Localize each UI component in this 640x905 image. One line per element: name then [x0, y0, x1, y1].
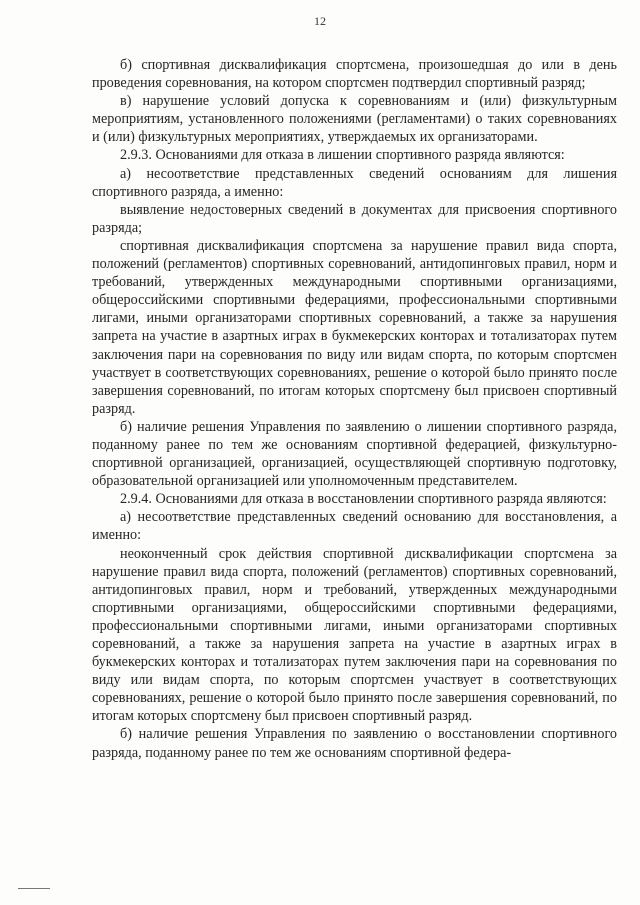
paragraph-prior-restoration-decision: б) наличие решения Управления по заявлению о восстановлении спортивного разряда, поданному ранее по тем же основаниям спортивной федера- [92, 726, 617, 761]
paragraph-restoration-mismatch: а) несоответствие представленных сведений основанию для восстановления, а именно: [92, 509, 617, 544]
paragraph-false-information: выявление недостоверных сведений в документах для присвоения спортивного разряда; [92, 201, 617, 236]
paragraph-revocation-mismatch: а) несоответствие представленных сведений основаниям для лишения спортивного разряда, а именно: [92, 165, 617, 200]
document-body [92, 56, 617, 762]
paragraph-admission-violation: в) нарушение условий допуска к соревнованиям и (или) физкультурным мероприятиям, установленного положениями (регламентами) о таких соревнованиях и (или) физкультурных мероприятиях, утверждаемых их организаторами. [92, 93, 617, 146]
section-heading-2-9-3: 2.9.3. Основаниями для отказа в лишении спортивного разряда являются: [120, 147, 565, 164]
page-edge-rule [18, 888, 50, 889]
paragraph-disqualification-before-event: б) спортивная дисквалификация спортсмена, произошедшая до или в день проведения соревнования, на котором спортсмен подтвердил спортивный разряд; [92, 57, 617, 92]
paragraph-unfinished-disqualification: неоконченный срок действия спортивной дисквалификации спортсмена за нарушение правил вида спорта, положений (регламентов) спортивных соревнований, антидопинговых правил, норм и требований, утвержденных международными спортивными организациями, общероссийскими спортивными федерациями, профессиональными спортивными лигами, иными организаторами спортивных соревнований, а также за нарушения запрета на участие в азартных играх в букмекерских конторах и тотализаторах путем заключения пари на соревнования по виду или видам спорта, по которым спортсмен участвует в соответствующих соревнованиях, решение о которой было принято после завершения соревнований, по итогам которых спортсмену был присвоен спортивный разряд. [92, 545, 617, 725]
paragraph-disqualification-after-event: спортивная дисквалификация спортсмена за нарушение правил вида спорта, положений (регламентов) спортивных соревнований, антидопинговых правил, норм и требований, утвержденных международными спортивными организациями, общероссийскими спортивными федерациями, профессиональными спортивными лигами, иными организаторами спортивных соревнований, а также за нарушения запрета на участие в азартных играх в букмекерских конторах и тотализаторах путем заключения пари на соревнования по виду или видам спорта, по которым спортсмен участвует в соответствующих соревнованиях, решение о которой было принято после завершения соревнований, по итогам которых спортсмену был присвоен спортивный разряд. [92, 237, 617, 417]
page-number: 12 [314, 14, 326, 28]
paragraph-prior-revocation-decision: б) наличие решения Управления по заявлению о лишении спортивного разряда, поданному ранее по тем же основаниям спортивной федерацией, физкультурно-спортивной организацией, организацией, осуществляющей спортивную подготовку, образовательной организацией или уполномоченным представителем. [92, 418, 617, 490]
section-heading-2-9-4: 2.9.4. Основаниями для отказа в восстановлении спортивного разряда являются: [120, 491, 607, 508]
